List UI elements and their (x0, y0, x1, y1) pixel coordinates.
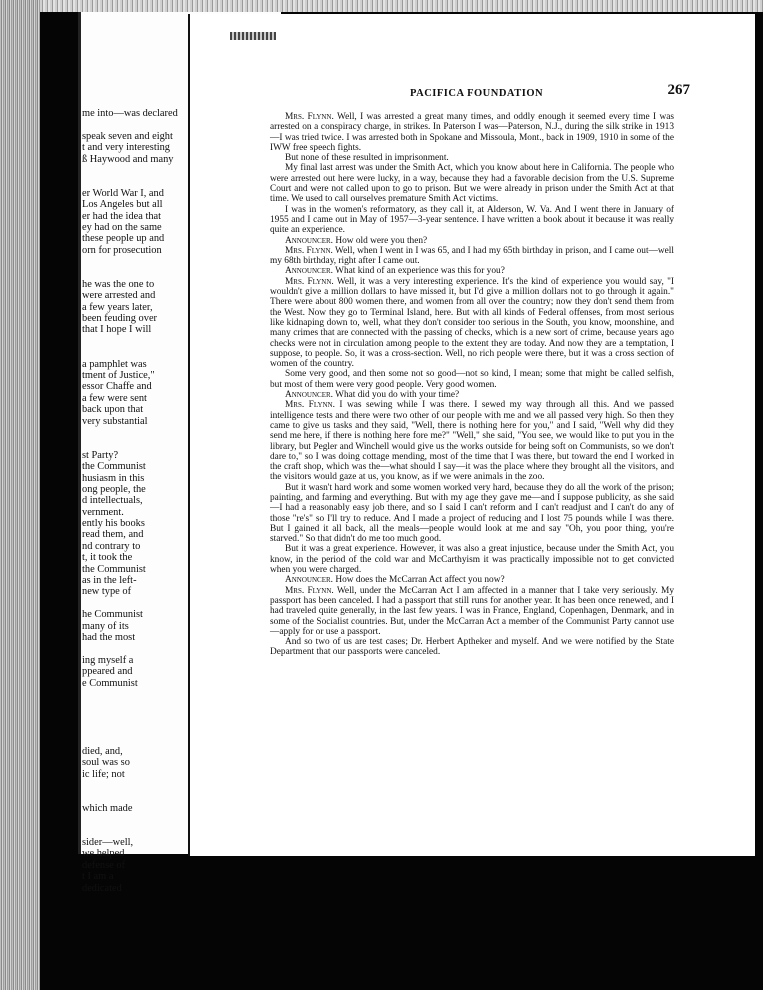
running-head: PACIFICA FOUNDATION (410, 88, 544, 99)
left-fragment-line: t and very interesting (82, 142, 171, 154)
paragraph (270, 153, 674, 163)
left-fragment-line (82, 791, 202, 802)
paragraph-text: But it was a great experience. However, it was also a great injustice, because under the Smith Act, you know, in the period of the cold war and McCarthyism it was practically impossible not to get convicted when you were charged. (270, 544, 674, 576)
left-fragment-line (82, 427, 202, 438)
scan-artifact (230, 32, 276, 40)
left-fragment-line: orn for prosecution (82, 244, 162, 256)
left-fragment-line: er had the idea that (82, 210, 162, 222)
paragraph (270, 544, 674, 575)
left-fragment-line: essor Chaffe and (82, 381, 152, 393)
left-fragment-line: a few were sent (82, 392, 147, 404)
paragraph-text: Well, when I went in I was 65, and I had my 65th birthday in prison, and I came out—well my 68th birthday, right after I came out. (270, 245, 674, 267)
left-fragment-line (82, 256, 202, 267)
left-fragment-line: speak seven and eight (82, 130, 173, 142)
paragraph-text: Well, I was arrested a great many times, and oddly enough it seemed every time I was arrested on a conspiracy charge, in strikes. In Paterson I was—Paterson, N.J., during the silk strike in 1913—I was tried twice. I was arrested both in Spokane and Missoula, Mont., back in 1909, 1910 in some of the IWW free speech fights. (270, 112, 674, 153)
left-fragment-line: a few years later, (82, 301, 153, 313)
left-fragment-line: nd contrary to (82, 540, 141, 552)
left-fragment-line: husiasm in this (82, 472, 145, 484)
left-fragment-line: many of its (82, 620, 129, 632)
paragraph (270, 246, 674, 267)
left-fragment-line: he Communist (82, 609, 143, 621)
left-fragment-line: ß Haywood and many (82, 153, 174, 165)
paragraph-text: My final last arrest was under the Smith Act, which you know about here in California. The people who were arrested out here were lucky, in a way, because they had a favorable decision from the U.S. Supreme Court and were not called upon to go to prison. But we were already in prison under the Smith Act at that time. We used to call ourselves premature Smith Act victims. (270, 163, 674, 205)
paragraph (270, 277, 674, 370)
paragraph (270, 266, 674, 276)
paragraph (270, 163, 674, 204)
left-fragment-line: these people up and (82, 233, 165, 245)
left-fragment-line: a pamphlet was (82, 358, 147, 370)
left-fragment-line: been feuding over (82, 313, 158, 325)
paragraph-text: But it wasn't hard work and some women worked very hard, because they do all the work of the prison; painting, and farming and everything. But with my age they gave me—and I suppose publicity, as she said—I had a reasonably easy job there, and so I said I can't reform and I can't readjust and I can't do any of those "re's" so I'll try to reduce. And I made a project of reducing and I lost 75 pounds while I was there. But I gained it all back, all the meals—people would look at me and say "Oh, you poor thing, you're starved." So that didn't do me too much good. (270, 482, 674, 545)
left-fragment-line (82, 780, 202, 791)
paragraph-text: Well, it was a very interesting experience. It's the kind of experience you would say, "I wouldn't give a million dollars to have missed it, but I'd give a million dollars not to go through it again." There were about 800 women there, and women from all over the country; now they don't send them from the West. Now they go to Terminal Island, here. But with all kinds of Federal offenses, from most serious like kidnaping down to, well, what they don't consider too serious in the South, you know, moonshine, and many crimes that are connected with the passing of checks, which is a new sort of crime, because years ago checks were not in circulation among people to the extent they are today. And now they are a temptation, I suppose, to people. So, it was a cross-section. Well, no rich people were there, but it was a cross section of women of the country. (270, 276, 674, 370)
left-fragment-line (82, 165, 202, 176)
left-fragment-line (82, 734, 202, 745)
left-fragment-line: back upon that (82, 404, 144, 416)
left-fragment-line: me into—was declared (82, 108, 178, 119)
paragraph (270, 369, 674, 390)
left-fragment-line: had the most (82, 631, 136, 643)
left-fragment-line: st Party? (82, 449, 119, 461)
left-fragment-line: vernment. (82, 506, 124, 518)
left-page-text-fragments (82, 108, 202, 894)
speaker-label: Mrs. Flynn. (285, 245, 333, 256)
scanner-top-strip (40, 0, 763, 12)
paragraph-text: But none of these resulted in imprisonment. (285, 153, 449, 164)
speaker-label: Mrs. Flynn. (285, 112, 334, 122)
left-fragment-line: we helped (82, 848, 125, 860)
paragraph-text: I was in the women's reformatory, as they call it, at Alderson, W. Va. And I went there in January of 1955 and I came out in May of 1957—3-year sentence. I have written a book about it because it was really quite an experience. (270, 204, 674, 236)
left-fragment-line (82, 712, 202, 723)
body-text (270, 112, 674, 658)
paragraph-text: How old were you then? (335, 235, 428, 246)
paragraph (270, 483, 674, 545)
paragraph (270, 236, 674, 246)
left-fragment-line (82, 119, 202, 130)
speaker-label: Announcer. (285, 575, 333, 586)
left-fragment-line: t, it took the (82, 552, 133, 564)
left-fragment-line (82, 598, 202, 609)
left-fragment-line: the Communist (82, 563, 146, 575)
left-fragment-line: ppeared and (82, 666, 133, 678)
paragraph (270, 637, 674, 658)
left-fragment-line: d intellectuals, (82, 495, 143, 507)
paragraph (270, 575, 674, 585)
left-fragment-line (82, 347, 202, 358)
page-number: 267 (667, 82, 690, 98)
paragraph-text: And so two of us are test cases; Dr. Herbert Aptheker and myself. And we were notified by the State Department that our passports were canceled. (270, 637, 674, 658)
left-fragment-line: defense of (82, 859, 125, 871)
speaker-label: Announcer. (285, 266, 333, 277)
paragraph (270, 586, 674, 637)
left-fragment-line: read them, and (82, 529, 144, 541)
page-header (215, 80, 690, 104)
left-fragment-line: sider—well, (82, 837, 134, 848)
left-fragment-line: er World War I, and (82, 187, 164, 199)
left-fragment-line (82, 826, 202, 837)
left-fragment-line: ong people, the (82, 483, 146, 495)
left-fragment-line: the Communist (82, 461, 146, 473)
left-fragment-line (82, 700, 202, 711)
left-fragment-line: that I hope I will (82, 324, 152, 336)
left-fragment-line: ic life; not (82, 768, 125, 780)
speaker-label: Mrs. Flynn. (285, 400, 335, 411)
left-fragment-line: tment of Justice," (82, 369, 155, 381)
left-fragment-line (82, 643, 202, 654)
left-fragment-line (82, 267, 202, 278)
left-fragment-line: as in the left- (82, 575, 137, 587)
left-fragment-line: ently his books (82, 518, 145, 530)
speaker-label: Announcer. (285, 390, 333, 401)
speaker-label: Mrs. Flynn. (285, 276, 334, 287)
paragraph-text: What did you do with your time? (335, 390, 460, 401)
paragraph (270, 205, 674, 236)
left-fragment-line: new type of (82, 586, 132, 598)
left-fragment-line (82, 689, 202, 700)
left-fragment-line: which made (82, 802, 133, 814)
left-fragment-line: ey had on the same (82, 221, 162, 233)
paragraph-text: Well, under the McCarran Act I am affected in a manner that I take very seriously. My passport has been canceled. I had a passport that still runs for another year. It has been once renewed, and I had traveled quite generally, in the last few years. I was in France, England, Copenhagen, Denmark, and in some of the Socialist countries. But, under the McCarran Act a member of the Communist Party cannot use—apply for or use a passport. (270, 585, 674, 637)
left-fragment-line: were arrested and (82, 290, 156, 302)
scanner-edge-strip (0, 0, 40, 990)
paragraph-text: Some very good, and then some not so good—not so kind, I mean; some that might be called selfish, but most of them were very good people. Very good women. (270, 369, 674, 390)
scan-background (190, 856, 763, 990)
left-fragment-line (82, 336, 202, 347)
paragraph (270, 400, 674, 482)
left-fragment-line: he was the one to (82, 278, 155, 290)
speaker-label: Announcer. (285, 235, 333, 246)
paragraph (270, 112, 674, 153)
left-fragment-line (82, 723, 202, 734)
paragraph (270, 390, 674, 400)
left-fragment-line (82, 814, 202, 825)
left-fragment-line: Los Angeles but all (82, 199, 163, 211)
paragraph-text: How does the McCarran Act affect you now? (335, 575, 505, 586)
left-fragment-line: e Communist (82, 677, 138, 689)
speaker-label: Mrs. Flynn. (285, 585, 334, 596)
left-fragment-line (82, 176, 202, 187)
left-fragment-line (82, 438, 202, 449)
left-fragment-line: soul was so (82, 757, 130, 769)
left-fragment-line: died, and, (82, 745, 123, 757)
left-fragment-line: ing myself a (82, 654, 134, 666)
paragraph-text: What kind of an experience was this for you? (335, 266, 505, 277)
left-fragment-line: very substantial (82, 415, 148, 427)
left-fragment-line: t I am a (82, 871, 114, 883)
left-fragment-line: dedicated (82, 882, 122, 894)
paragraph-text: I was sewing while I was there. I sewed my way through all this. And we passed intelligence tests and there were two other of our people with me and we all passed very high. So then they came to give us tasks and they said, "Well, there is nothing here for you," and I said, "Well why did they send me here, if there is nothing here fore me?" "Well," she said, "You see, we would like to put you in the library, but Pegler and Winchell would give us the works outside for being soft on Communists, so we don't dare to," so I was doing cottage mending, most of the time that I was there, but toward the end I worked in the craft shop, which was the—what should I say—it was the place where they brought all the visitors, and the visitors would gaze at us, you know, as if we were animals in the zoo. (270, 400, 674, 483)
